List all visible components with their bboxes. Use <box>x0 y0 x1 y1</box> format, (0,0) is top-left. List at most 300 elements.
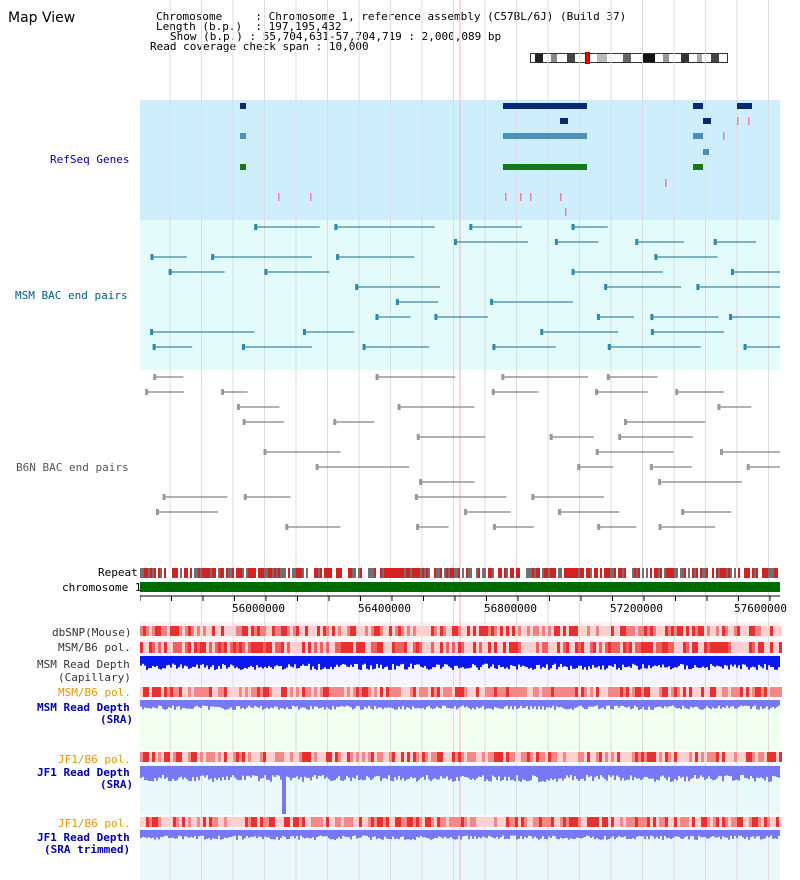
heat-cell <box>341 642 344 653</box>
heat-cell <box>197 626 200 636</box>
depth-bar <box>172 700 174 706</box>
depth-bar <box>286 656 288 668</box>
depth-bar <box>598 766 600 779</box>
depth-bar <box>464 656 466 669</box>
bac-end-marker <box>334 224 337 230</box>
heat-cell <box>518 687 521 697</box>
repeat-segment <box>744 568 746 578</box>
repeat-segment <box>704 568 706 578</box>
heat-cell <box>647 817 650 827</box>
depth-bar <box>722 656 724 669</box>
depth-bar <box>418 830 420 838</box>
heat-cell <box>743 687 746 697</box>
repeat-segment <box>514 568 516 578</box>
repeat-segment <box>224 568 226 578</box>
depth-bar <box>344 700 346 707</box>
depth-bar <box>660 830 662 836</box>
depth-bar <box>734 830 736 836</box>
heat-cell <box>659 642 662 653</box>
repeat-segment <box>546 568 548 578</box>
heat-cell <box>728 687 731 697</box>
heat-cell <box>476 687 479 697</box>
heat-cell <box>380 817 383 827</box>
heat-cell <box>164 752 167 762</box>
depth-bar <box>558 766 560 779</box>
depth-bar <box>566 656 568 667</box>
depth-bar <box>770 830 772 836</box>
heat-cell <box>578 642 581 653</box>
heat-cell <box>362 642 365 653</box>
depth-bar <box>228 700 230 709</box>
repeat-segment <box>664 568 666 578</box>
heat-cell <box>344 817 347 827</box>
repeat-segment <box>622 568 624 578</box>
depth-bar <box>398 830 400 839</box>
depth-bar <box>284 656 286 669</box>
track-label-msm-depth-cap-sub: (Capillary) <box>58 671 131 684</box>
depth-bar <box>260 830 262 837</box>
depth-bar <box>392 830 394 836</box>
repeat-segment <box>760 568 762 578</box>
heat-cell <box>617 817 620 827</box>
heat-cell <box>572 817 575 827</box>
track-label-b6n-bac[interactable]: B6N BAC end pairs <box>16 461 129 474</box>
depth-bar <box>556 656 558 669</box>
heat-cell <box>563 687 566 697</box>
repeat-segment <box>742 568 744 578</box>
heat-cell <box>608 817 611 827</box>
heat-cell <box>215 626 218 636</box>
heat-cell <box>398 642 401 653</box>
depth-bar <box>562 656 564 667</box>
depth-bar <box>192 830 194 838</box>
heat-cell <box>353 687 356 697</box>
depth-bar <box>572 766 574 780</box>
heat-cell <box>155 642 158 653</box>
gene-feature <box>693 103 703 109</box>
track-label-msm-depth-sra[interactable]: MSM Read Depth <box>37 701 130 714</box>
repeat-segment <box>144 568 146 578</box>
heat-cell <box>299 687 302 697</box>
depth-bar <box>726 700 728 706</box>
depth-bar <box>656 700 658 707</box>
track-label-jf1-pol-1[interactable]: JF1/B6 pol. <box>58 753 131 766</box>
repeat-segment <box>248 568 250 578</box>
track-label-msm-pol-2[interactable]: MSM/B6 pol. <box>58 686 131 699</box>
gene-feature <box>240 164 246 170</box>
bac-end-marker <box>145 389 148 395</box>
depth-bar <box>516 830 518 839</box>
heat-cell <box>332 626 335 636</box>
heat-cell <box>386 642 389 653</box>
heat-cell <box>503 626 506 636</box>
depth-bar <box>248 766 250 776</box>
depth-bar <box>694 656 696 665</box>
repeat-segment <box>486 568 488 578</box>
heat-cell <box>584 642 587 653</box>
heat-cell <box>581 817 584 827</box>
depth-bar <box>670 700 672 706</box>
depth-bar <box>696 766 698 779</box>
heat-cell <box>383 752 386 762</box>
depth-bar <box>158 830 160 839</box>
depth-bar <box>342 830 344 836</box>
depth-bar <box>586 656 588 670</box>
heat-cell <box>230 642 233 653</box>
heat-cell <box>530 642 533 653</box>
depth-bar <box>346 766 348 776</box>
depth-bar <box>618 766 620 777</box>
depth-bar <box>214 656 216 670</box>
repeat-segment <box>706 568 708 578</box>
depth-bar <box>178 766 180 778</box>
repeat-segment <box>242 568 244 578</box>
depth-bar <box>712 830 714 836</box>
depth-bar <box>704 656 706 668</box>
depth-bar <box>272 766 274 775</box>
heat-cell <box>479 642 482 653</box>
depth-bar <box>372 700 374 710</box>
heat-cell <box>761 752 764 762</box>
heat-cell <box>662 687 665 697</box>
depth-bar <box>476 656 478 668</box>
depth-bar <box>406 766 408 779</box>
heat-cell <box>284 817 287 827</box>
heat-cell <box>281 817 284 827</box>
track-label-jf1-depth-sra[interactable]: JF1 Read Depth <box>37 766 130 779</box>
depth-bar <box>432 830 434 839</box>
depth-bar <box>524 830 526 837</box>
depth-bar <box>674 656 676 667</box>
repeat-segment <box>374 568 376 578</box>
heat-cell <box>260 687 263 697</box>
depth-bar <box>534 766 536 776</box>
repeat-segment <box>382 568 384 578</box>
heat-cell <box>149 687 152 697</box>
depth-bar <box>250 700 252 707</box>
heat-cell <box>746 626 749 636</box>
heat-cell <box>725 687 728 697</box>
repeat-segment <box>322 568 324 578</box>
depth-bar <box>622 656 624 665</box>
heat-cell <box>470 817 473 827</box>
depth-bar <box>304 656 306 666</box>
heat-cell <box>410 687 413 697</box>
heat-cell <box>371 626 374 636</box>
heat-cell <box>635 642 638 653</box>
track-label-dbsnp[interactable]: dbSNP(Mouse) <box>52 626 132 639</box>
heat-cell <box>155 817 158 827</box>
depth-bar <box>422 830 424 837</box>
repeat-segment <box>702 568 704 578</box>
heat-cell <box>389 642 392 653</box>
repeat-segment <box>462 568 464 578</box>
depth-bar <box>510 830 512 836</box>
depth-bar <box>464 766 466 777</box>
track-label-refseq[interactable]: RefSeq Genes <box>50 153 130 166</box>
depth-bar <box>512 656 514 666</box>
heat-cell <box>158 687 161 697</box>
repeat-segment <box>504 568 506 578</box>
heat-cell <box>179 752 182 762</box>
heat-cell <box>524 817 527 827</box>
depth-bar <box>644 656 646 668</box>
track-label-repeat[interactable]: Repeat <box>98 566 138 579</box>
heat-cell <box>158 642 161 653</box>
repeat-segment <box>730 568 732 578</box>
heat-cell <box>716 626 719 636</box>
depth-bar <box>162 766 164 775</box>
depth-bar <box>572 700 574 710</box>
heat-cell <box>218 626 221 636</box>
depth-bar <box>242 766 244 776</box>
heat-cell <box>659 752 662 762</box>
depth-bar <box>592 766 594 781</box>
heat-cell <box>770 817 773 827</box>
depth-bar <box>534 830 536 837</box>
depth-bar <box>682 766 684 777</box>
gene-feature <box>240 103 246 109</box>
depth-bar <box>652 656 654 666</box>
depth-bar <box>394 830 396 839</box>
depth-bar <box>496 700 498 708</box>
heat-cell <box>605 817 608 827</box>
heat-cell <box>239 752 242 762</box>
heat-cell <box>323 626 326 636</box>
heat-cell <box>383 687 386 697</box>
heat-cell <box>500 687 503 697</box>
repeat-segment <box>210 568 212 578</box>
heat-cell <box>734 817 737 827</box>
repeat-segment <box>478 568 480 578</box>
track-label-chromosome[interactable]: chromosome 1 <box>62 581 142 594</box>
depth-bar <box>740 700 742 706</box>
repeat-segment <box>444 568 446 578</box>
heat-cell <box>374 626 377 636</box>
track-canvas[interactable] <box>140 0 800 880</box>
depth-bar <box>594 700 596 706</box>
heat-cell <box>170 687 173 697</box>
heat-cell <box>533 817 536 827</box>
depth-bar <box>394 766 396 777</box>
heat-cell <box>326 687 329 697</box>
heat-cell <box>335 626 338 636</box>
repeat-segment <box>440 568 442 578</box>
heat-cell <box>590 687 593 697</box>
depth-bar <box>524 700 526 708</box>
depth-bar <box>630 830 632 839</box>
depth-bar <box>590 766 592 776</box>
depth-bar <box>606 766 608 781</box>
depth-bar <box>356 700 358 706</box>
depth-bar <box>530 700 532 706</box>
heat-cell <box>437 642 440 653</box>
track-label-jf1-depth-trim[interactable]: JF1 Read Depth <box>37 831 130 844</box>
depth-bar <box>234 700 236 710</box>
depth-bar <box>228 830 230 837</box>
heat-cell <box>683 642 686 653</box>
repeat-segment <box>184 568 186 578</box>
heat-cell <box>695 817 698 827</box>
heat-cell <box>314 687 317 697</box>
depth-bar <box>544 700 546 710</box>
heat-cell <box>239 626 242 636</box>
depth-bar <box>348 656 350 667</box>
heat-cell <box>515 687 518 697</box>
depth-bar <box>698 766 700 778</box>
repeat-segment <box>468 568 470 578</box>
depth-bar <box>148 700 150 708</box>
depth-bar <box>498 830 500 839</box>
heat-cell <box>764 817 767 827</box>
heat-cell <box>281 687 284 697</box>
depth-bar <box>188 766 190 781</box>
repeat-segment <box>334 568 336 578</box>
depth-bar <box>646 656 648 669</box>
depth-bar <box>378 656 380 668</box>
heat-cell <box>539 642 542 653</box>
depth-bar <box>558 830 560 839</box>
heat-cell <box>497 752 500 762</box>
heat-cell <box>599 626 602 636</box>
depth-bar <box>368 830 370 837</box>
heat-cell <box>302 817 305 827</box>
heat-cell <box>551 817 554 827</box>
depth-bar <box>276 830 278 837</box>
track-label-jf1-pol-2[interactable]: JF1/B6 pol. <box>58 817 131 830</box>
heat-cell <box>161 817 164 827</box>
depth-bar <box>762 700 764 709</box>
heat-cell <box>653 817 656 827</box>
depth-bar <box>188 830 190 838</box>
depth-bar <box>524 656 526 666</box>
heat-cell <box>566 642 569 653</box>
heat-cell <box>278 817 281 827</box>
depth-bar <box>346 700 348 706</box>
heat-cell <box>533 642 536 653</box>
track-label-msm-bac[interactable]: MSM BAC end pairs <box>15 289 128 302</box>
depth-bar <box>324 766 326 779</box>
heat-cell <box>341 817 344 827</box>
heat-cell <box>389 817 392 827</box>
heat-cell <box>185 817 188 827</box>
depth-bar <box>288 700 290 709</box>
heat-cell <box>179 626 182 636</box>
depth-bar <box>552 700 554 706</box>
heat-cell <box>515 642 518 653</box>
depth-bar <box>274 656 276 666</box>
heat-cell <box>578 817 581 827</box>
heat-cell <box>650 687 653 697</box>
repeat-segment <box>414 568 416 578</box>
repeat-segment <box>682 568 684 578</box>
heat-cell <box>650 752 653 762</box>
heat-cell <box>374 817 377 827</box>
depth-bar <box>224 656 226 665</box>
repeat-segment <box>238 568 240 578</box>
heat-cell <box>203 752 206 762</box>
repeat-segment <box>332 568 334 578</box>
heat-cell <box>611 687 614 697</box>
heat-cell <box>185 626 188 636</box>
depth-bar <box>156 830 158 838</box>
depth-bar <box>540 700 542 709</box>
heat-cell <box>227 626 230 636</box>
heat-cell <box>563 626 566 636</box>
depth-bar <box>648 656 650 665</box>
coverage-label: Read coverage check span <box>150 40 309 53</box>
heat-cell <box>755 687 758 697</box>
depth-bar <box>776 766 778 777</box>
depth-bar <box>596 656 598 667</box>
repeat-segment <box>328 568 330 578</box>
depth-bar <box>526 700 528 706</box>
depth-bar <box>428 766 430 779</box>
depth-bar <box>214 830 216 839</box>
heat-cell <box>752 642 755 653</box>
repeat-segment <box>216 568 218 578</box>
depth-bar <box>668 700 670 706</box>
track-label-msm-depth-cap[interactable]: MSM Read Depth <box>37 658 130 671</box>
heat-cell <box>206 642 209 653</box>
depth-bar <box>186 700 188 709</box>
depth-bar <box>492 766 494 776</box>
heat-cell <box>404 752 407 762</box>
depth-bar <box>654 830 656 839</box>
depth-bar <box>530 656 532 668</box>
heat-cell <box>458 687 461 697</box>
depth-bar <box>618 700 620 708</box>
depth-bar <box>494 700 496 707</box>
depth-bar <box>500 766 502 781</box>
heat-cell <box>473 687 476 697</box>
depth-bar <box>460 700 462 707</box>
depth-bar <box>278 766 280 776</box>
heat-cell <box>440 687 443 697</box>
track-label-msm-pol-1[interactable]: MSM/B6 pol. <box>58 641 131 654</box>
depth-bar <box>402 700 404 706</box>
depth-bar <box>176 656 178 669</box>
heat-cell <box>560 687 563 697</box>
heat-cell <box>254 817 257 827</box>
heat-cell <box>425 626 428 636</box>
heat-cell <box>539 752 542 762</box>
depth-bar <box>430 830 432 840</box>
heat-cell <box>494 817 497 827</box>
depth-bar <box>644 830 646 839</box>
heat-cell <box>641 626 644 636</box>
depth-bar <box>232 766 234 775</box>
depth-bar <box>706 830 708 838</box>
depth-bar <box>210 656 212 667</box>
depth-bar <box>338 656 340 667</box>
depth-bar <box>146 830 148 838</box>
repeat-segment <box>674 568 676 578</box>
heat-cell <box>284 752 287 762</box>
heat-cell <box>377 752 380 762</box>
heat-cell <box>626 752 629 762</box>
heat-cell <box>377 687 380 697</box>
heat-cell <box>542 642 545 653</box>
depth-bar <box>324 700 326 710</box>
heat-cell <box>341 687 344 697</box>
repeat-segment <box>366 568 368 578</box>
heat-cell <box>608 687 611 697</box>
depth-bar <box>344 830 346 837</box>
heat-cell <box>290 642 293 653</box>
depth-bar <box>240 656 242 670</box>
heat-cell <box>215 687 218 697</box>
